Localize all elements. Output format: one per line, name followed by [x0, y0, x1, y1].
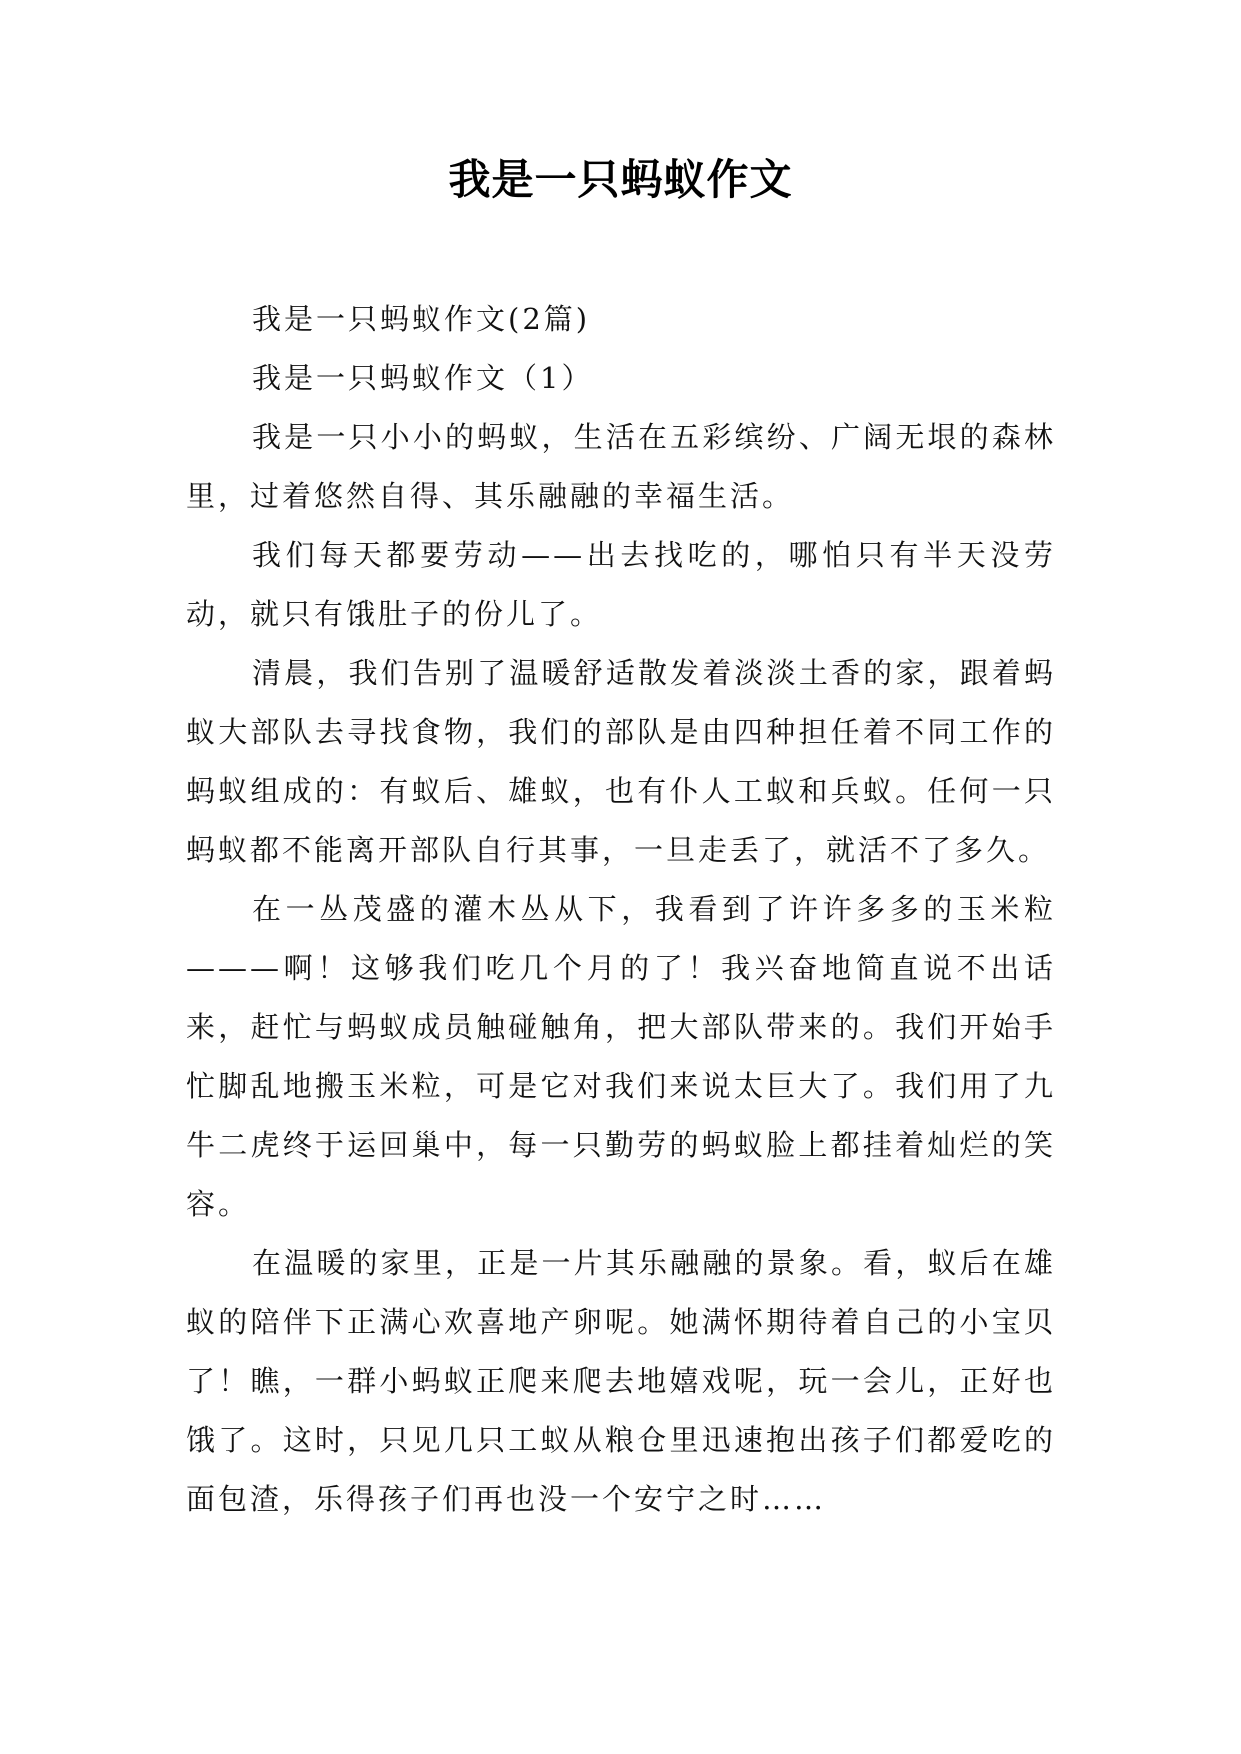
paragraph: 在温暖的家里，正是一片其乐融融的景象。看，蚁后在雄蚁的陪伴下正满心欢喜地产卵呢。她满怀期待着自己的小宝贝了！瞧，一群小蚂蚁正爬来爬去地嬉戏呢，玩一会儿，正好也饿了。这时，只见几只工蚁从粮仓里迅速抱出孩子们都爱吃的面包渣，乐得孩子们再也没一个安宁之时……	[186, 1246, 1056, 1516]
document-title: 我是一只蚂蚁作文	[448, 155, 793, 204]
paragraph: 我是一只小小的蚂蚁，生活在五彩缤纷、广阔无垠的森林里，过着悠然自得、其乐融融的幸福生活。	[186, 420, 1056, 513]
paragraph: 清晨，我们告别了温暖舒适散发着淡淡土香的家，跟着蚂蚁大部队去寻找食物，我们的部队是由四种担任着不同工作的蚂蚁组成的：有蚁后、雄蚁，也有仆人工蚁和兵蚁。任何一只蚂蚁都不能离开部队自行其事，一旦走丢了，就活不了多久。	[186, 656, 1056, 867]
paragraph: 在一丛茂盛的灌木丛从下，我看到了许许多多的玉米粒———啊！这够我们吃几个月的了！我兴奋地简直说不出话来，赶忙与蚂蚁成员触碰触角，把大部队带来的。我们开始手忙脚乱地搬玉米粒，可是它对我们来说太巨大了。我们用了九牛二虎终于运回巢中，每一只勤劳的蚂蚁脸上都挂着灿烂的笑容。	[186, 892, 1056, 1221]
document-body	[186, 290, 1056, 1529]
paragraph-collection-heading: 我是一只蚂蚁作文(2篇)	[252, 302, 591, 336]
paragraph-essay-heading: 我是一只蚂蚁作文（1）	[252, 361, 594, 395]
paragraph: 我们每天都要劳动——出去找吃的，哪怕只有半天没劳动，就只有饿肚子的份儿了。	[186, 538, 1056, 631]
